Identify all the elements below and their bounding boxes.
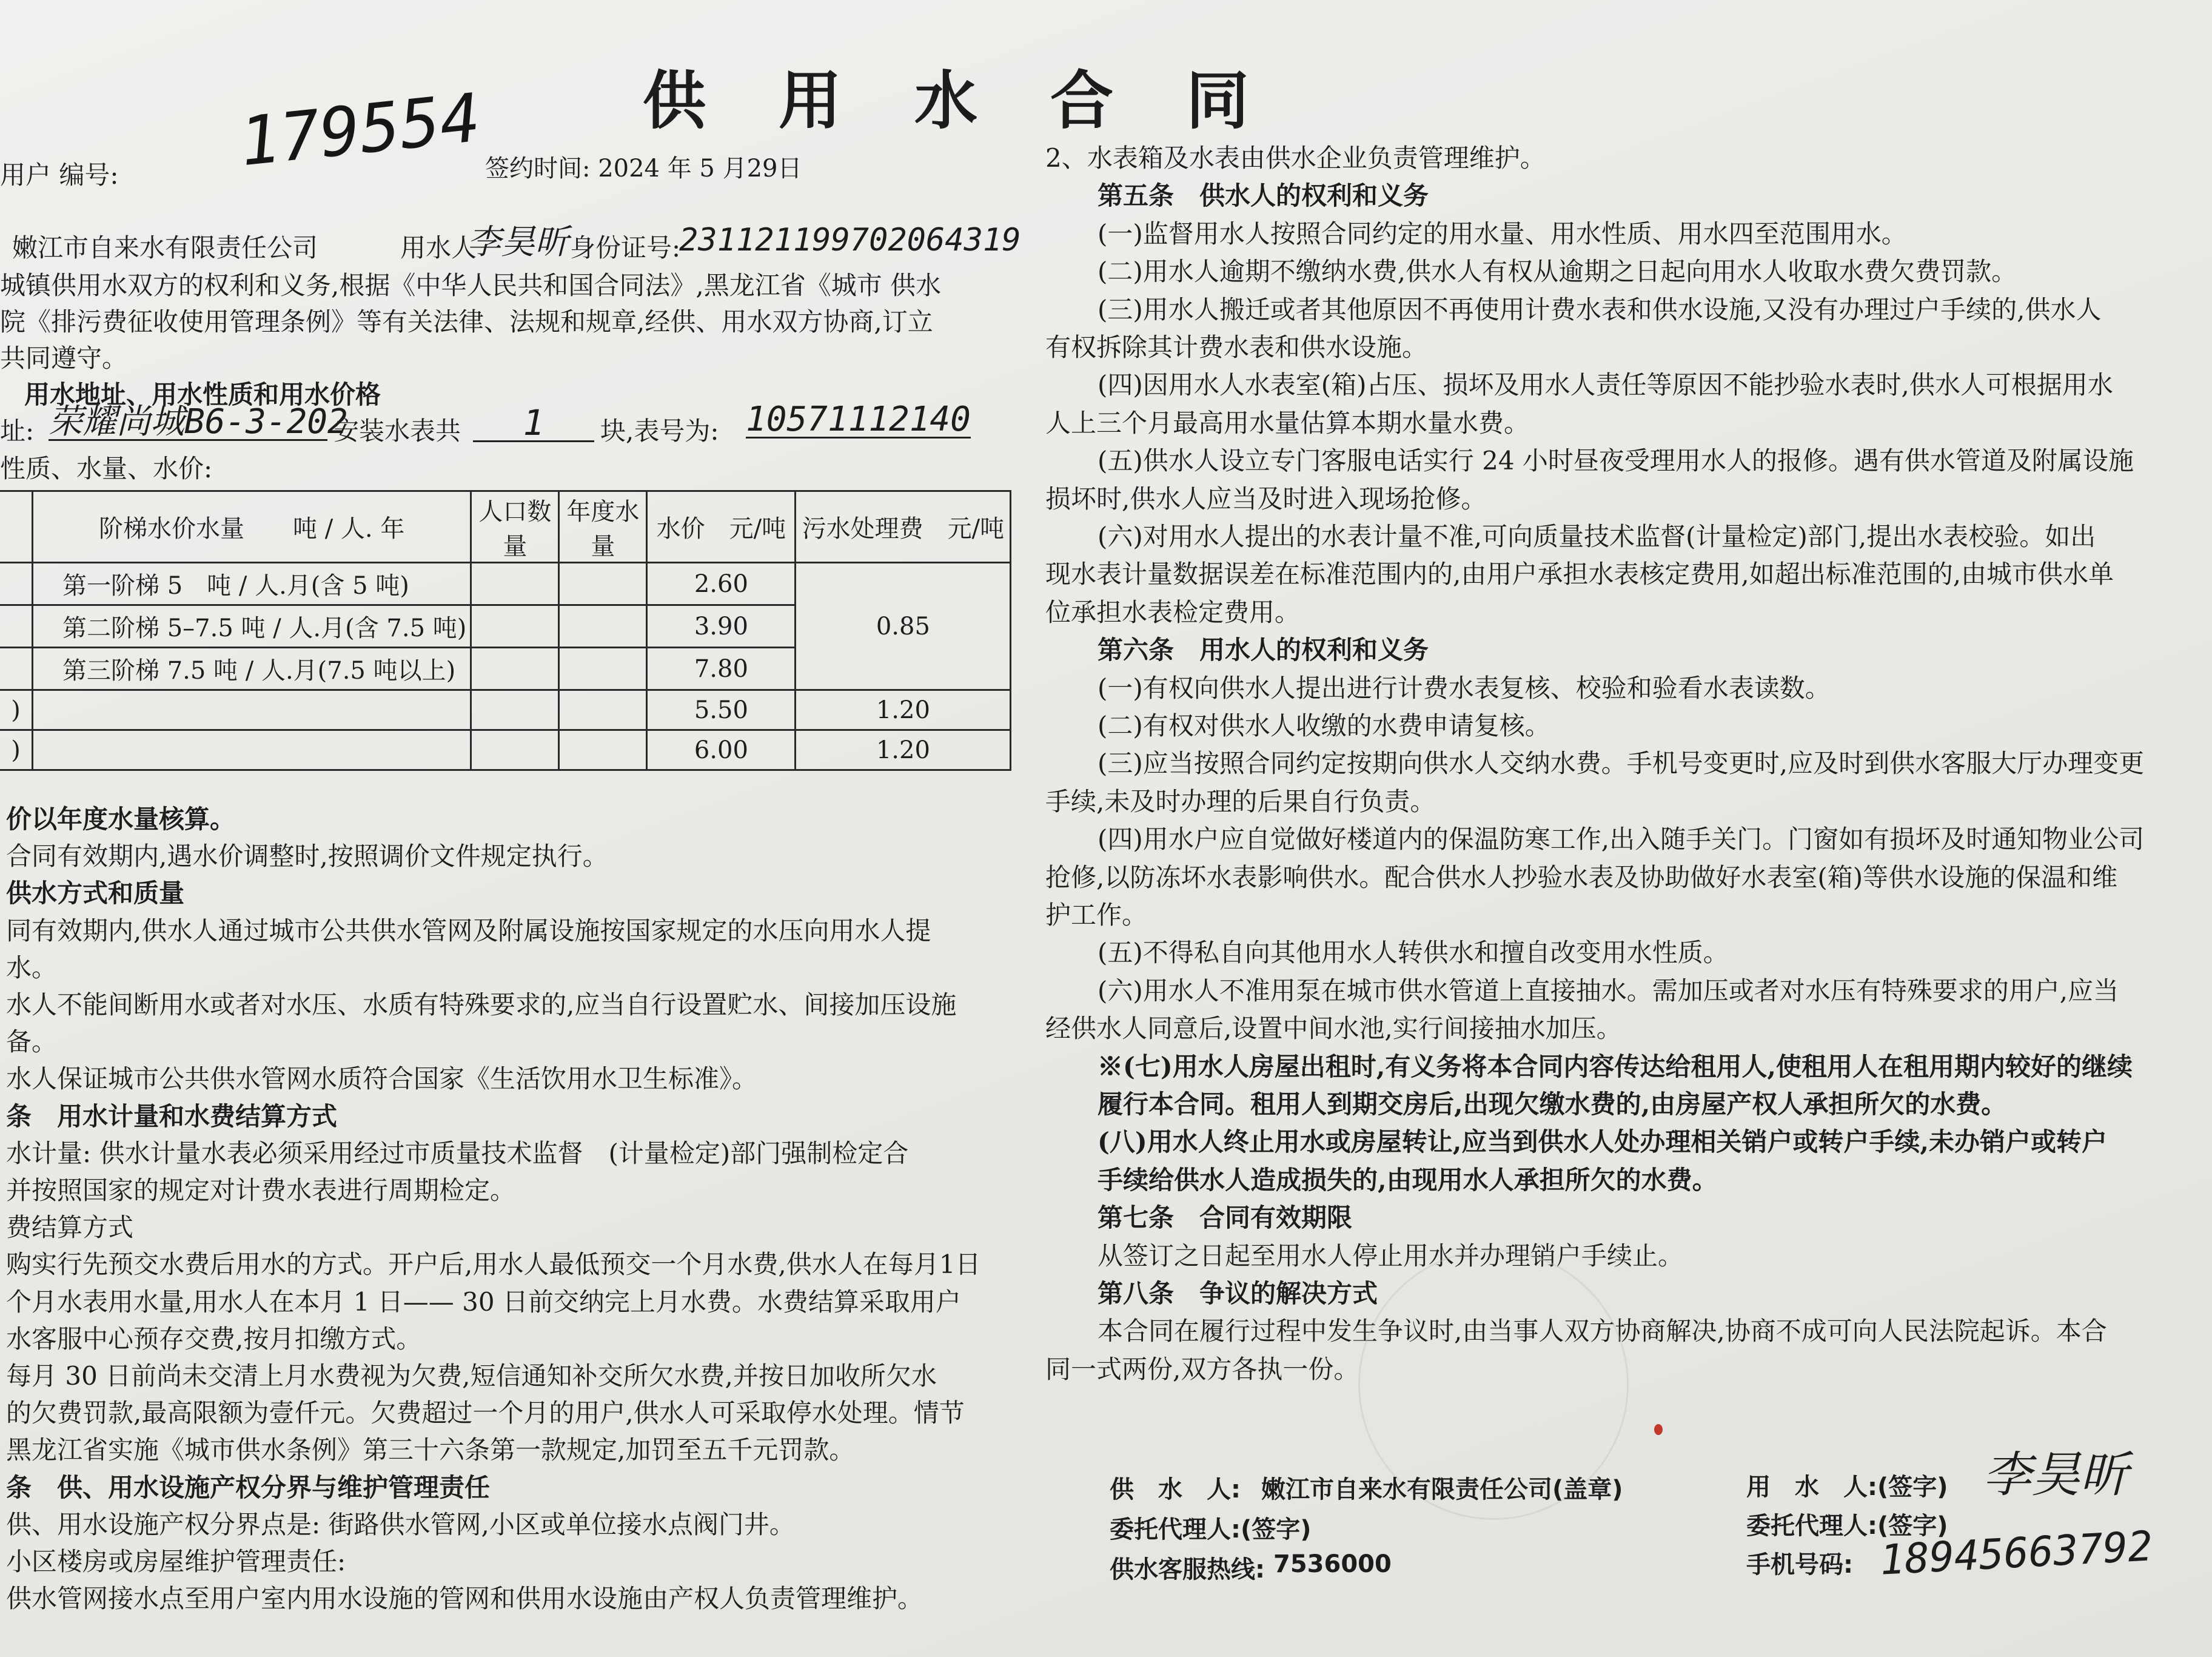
clause-text: 小区楼房或房屋维护管理责任: <box>6 1547 346 1576</box>
handwritten-serial: 179554 <box>236 78 484 181</box>
clause-text: 供、用水设施产权分界点是: 街路供水管网,小区或单位接水点阀门井。 <box>6 1509 795 1539</box>
clause-text: (五)供水人设立专门客服电话实行 24 小时昼夜受理用水人的报修。遇有供水管道及附属设施 <box>1098 446 2134 476</box>
sewage-fee: 1.20 <box>796 690 1011 730</box>
clause-text: 水人不能间断用水或者对水压、水质有特殊要求的,应当自行设置贮水、间接加压设施 <box>6 990 957 1020</box>
clause-text: 黑龙江省实施《城市供水条例》第三十六条第一款规定,加罚至五千元罚款。 <box>6 1435 855 1465</box>
clause-text: 水客服中心预存交费,按月扣缴方式。 <box>6 1323 422 1354</box>
clause-text: 现水表计量数据误差在标准范围内的,由用户承担水表核定费用,如超出标准范围的,由城市供水单 <box>1045 559 2114 590</box>
clause-text: (一)有权向供水人提出进行计费水表复核、校验和验看水表读数。 <box>1098 673 1831 703</box>
hotline-label: 供水客服热线: <box>1110 1556 1265 1584</box>
table-header-cell: 水价 元/吨 <box>647 491 796 563</box>
clause-text: 从签订之日起至用水人停止用水并办理销户手续止。 <box>1098 1240 1684 1271</box>
clause-heading: 条 用水计量和水费结算方式 <box>6 1101 338 1131</box>
clause-text: 水。 <box>6 952 58 983</box>
clause-heading: 供水方式和质量 <box>6 878 185 909</box>
clause-text: 每月 30 日前尚未交清上月水费视为欠费,短信通知补交所欠水费,并按日加收所欠水 <box>6 1361 937 1391</box>
clause-text: (四)用水户应自觉做好楼道内的保温防寒工作,出入随手关门。门窗如有损坏及时通知物业公司 <box>1098 824 2145 855</box>
tier-price: 3.90 <box>647 605 796 648</box>
meter-count-label: 安装水表共 <box>333 416 461 446</box>
clause-text: (四)因用水人水表室(箱)占压、损坏及用水人责任等原因不能抄验水表时,供水人可根据用水 <box>1098 370 2113 400</box>
meter-no-label: 块,表号为: <box>600 416 719 446</box>
price-table <box>0 490 1011 771</box>
clause-text: 手续,未及时办理的后果自行负责。 <box>1045 786 1436 816</box>
id-label: 身份证号: <box>570 233 681 263</box>
tier-label: 第一阶梯 5 吨 / 人.月(含 5 吨) <box>33 563 471 605</box>
clause-text: (三)应当按照合同约定按期向供水人交纳水费。手机号变更时,应及时到供水客服大厅办理变更 <box>1098 748 2145 779</box>
clause-text: 同有效期内,供水人通过城市公共供水管网及附属设施按国家规定的水压向用水人提 <box>6 915 931 946</box>
clause-heading: 第七条 合同有效期限 <box>1098 1203 1353 1233</box>
page-title: 供用水合同 <box>643 63 1322 138</box>
clause-heading: 第八条 争议的解决方式 <box>1098 1279 1378 1308</box>
meter-number: 10571112140 <box>746 400 971 439</box>
clause-heading: 价以年度水量核算。 <box>6 804 236 834</box>
sewage-fee: 1.20 <box>796 730 1011 770</box>
user-no-label: 用户 编号: <box>0 160 119 190</box>
sewage-fee: 0.85 <box>796 563 1011 690</box>
id-number: 231121199702064319 <box>679 222 1021 258</box>
clause-text: 2、水表箱及水表由供水企业负责管理维护。 <box>1045 143 1546 173</box>
table-row <box>0 690 1011 730</box>
clause-heading: (八)用水人终止用水或房屋转让,应当到供水人处办理相关销户或转户手续,未办销户或转户 <box>1098 1127 2107 1157</box>
table-row <box>0 563 1011 605</box>
sign-date: 签约时间: 2024 年 5 月29日 <box>485 155 802 183</box>
clause-text: (六)用水人不准用泵在城市供水管道上直接抽水。需加压或者对水压有特殊要求的用户,应当 <box>1098 975 2119 1006</box>
clause-text: 购实行先预交水费后用水的方式。开户后,用水人最低预交一个月水费,供水人在每月1日 <box>6 1249 981 1280</box>
hotline-number: 7536000 <box>1273 1550 1392 1578</box>
tier-price: 5.50 <box>647 690 796 730</box>
clause-text: 人上三个月最高用水量估算本期水量水费。 <box>1045 408 1530 438</box>
clause-text: 备。 <box>6 1027 58 1057</box>
supplier-stamp-name: 嫩江市自来水有限责任公司(盖章) <box>1261 1476 1623 1504</box>
user-signature-top: 李昊昕 <box>467 223 569 262</box>
user-label: 用水人 <box>400 233 477 263</box>
clause-text: 经供水人同意后,设置中间水池,实行间接抽水加压。 <box>1045 1013 1622 1044</box>
table-header-cell: 人口数量 <box>471 491 559 563</box>
table-header-cell: 年度水量 <box>559 491 647 563</box>
clause-text: 同一式两份,双方各执一份。 <box>1045 1354 1359 1384</box>
preamble-line-2: 院《排污费征收使用管理条例》等有关法律、法规和规章,经供、用水双方协商,订立 <box>0 307 933 337</box>
user-signature: 李昊昕 <box>1983 1447 2128 1503</box>
tier-label: 第三阶梯 7.5 吨 / 人.月(7.5 吨以上) <box>33 648 471 690</box>
row-mark: ) <box>0 730 33 770</box>
tier-price: 7.80 <box>647 648 796 690</box>
table-header-cell <box>0 491 33 563</box>
clause-text: 有权拆除其计费水表和供水设施。 <box>1045 332 1428 362</box>
red-ink-dot <box>1654 1424 1663 1435</box>
meter-count: 1 <box>473 405 594 442</box>
clause-text: 本合同在履行过程中发生争议时,由当事人双方协商解决,协商不成可向人民法院起诉。本合 <box>1098 1316 2107 1346</box>
clause-text: (六)对用水人提出的水表计量不准,可向质量技术监督(计量检定)部门,提出水表校验。如出 <box>1098 522 2096 551</box>
clause-text: (五)不得私自向其他用水人转供水和擅自改变用水性质。 <box>1098 938 1729 968</box>
clause-text: 护工作。 <box>1045 900 1148 930</box>
supplier-label: 供 水 人: <box>1110 1476 1241 1504</box>
table-header-cell: 阶梯水价水量 吨 / 人. 年 <box>33 491 471 563</box>
phone-number: 18945663792 <box>1879 1522 2154 1585</box>
clause-text: 合同有效期内,遇水价调整时,按照调价文件规定执行。 <box>6 841 608 872</box>
clause-heading: 第六条 用水人的权利和义务 <box>1098 635 1429 665</box>
address-value: 荣耀尚城B6-3-202 <box>49 402 348 442</box>
table-header-row <box>0 491 1011 563</box>
water-nature-label: 性质、水量、水价: <box>0 454 213 483</box>
phone-label: 手机号码: <box>1746 1551 1853 1579</box>
table-header-cell: 污水处理费 元/吨 <box>796 491 1011 563</box>
address-label: 址: <box>0 416 35 446</box>
user-sign-label: 用 水 人:(签字) <box>1746 1473 1948 1501</box>
supplier-name: 嫩江市自来水有限责任公司 <box>12 233 318 263</box>
tier-label: 第二阶梯 5–7.5 吨 / 人.月(含 7.5 吨) <box>33 605 471 648</box>
clause-text: 供水管网接水点至用户室内用水设施的管网和供用水设施由产权人负责管理维护。 <box>6 1584 923 1614</box>
clause-text: 水人保证城市公共供水管网水质符合国家《生活饮用水卫生标准》。 <box>6 1064 758 1094</box>
row-mark: ) <box>0 690 33 730</box>
preamble-line-1: 城镇供用水双方的权利和义务,根据《中华人民共和国合同法》,黑龙江省《城市 供水 <box>0 271 942 300</box>
clause-text: (三)用水人搬迁或者其他原因不再使用计费水表和供水设施,又没有办理过户手续的,供水人 <box>1098 294 2102 324</box>
clause-text: 的欠费罚款,最高限额为壹仟元。欠费超过一个月的用户,供水人可采取停水处理。情节 <box>6 1398 965 1428</box>
clause-text: 位承担水表检定费用。 <box>1045 597 1301 627</box>
clause-text: (一)监督用水人按照合同约定的用水量、用水性质、用水四至范围用水。 <box>1098 218 1907 249</box>
tier-price: 2.60 <box>647 563 796 605</box>
preamble-line-3: 共同遵守。 <box>0 343 128 373</box>
user-agent-label: 委托代理人:(签字) <box>1746 1512 1948 1540</box>
clause-heading: 条 供、用水设施产权分界与维护管理责任 <box>6 1472 491 1502</box>
clause-text: 抢修,以防冻坏水表影响供水。配合供水人抄验水表及协助做好水表室(箱)等供水设施的保温和维 <box>1045 862 2118 892</box>
clause-text: (二)有权对供水人收缴的水费申请复核。 <box>1098 711 1550 741</box>
clause-heading: 履行本合同。租用人到期交房后,出现欠缴水费的,由房屋产权人承担所欠的水费。 <box>1098 1089 2007 1119</box>
clause-text: 损坏时,供水人应当及时进入现场抢修。 <box>1045 483 1487 514</box>
tier-price: 6.00 <box>647 730 796 770</box>
clause-heading: ※(七)用水人房屋出租时,有义务将本合同内容传达给租用人,使租用人在租用期内较好的继续 <box>1098 1051 2133 1081</box>
clause-heading: 手续给供水人造成损失的,由现用水人承担所欠的水费。 <box>1098 1165 1718 1195</box>
clause-heading: 第五条 供水人的权利和义务 <box>1098 181 1429 211</box>
clause-text: (二)用水人逾期不缴纳水费,供水人有权从逾期之日起向用水人收取水费欠费罚款。 <box>1098 257 2017 287</box>
table-row <box>0 730 1011 770</box>
clause-text: 个月水表用水量,用水人在本月 1 日—— 30 日前交纳完上月水费。水费结算采取用户 <box>6 1286 961 1317</box>
clause-text: 费结算方式 <box>6 1212 134 1243</box>
clause-text: 并按照国家的规定对计费水表进行周期检定。 <box>6 1175 516 1205</box>
section-heading: 用水地址、用水性质和用水价格 <box>24 380 381 409</box>
supplier-agent-label: 委托代理人:(签字) <box>1110 1516 1312 1544</box>
clause-text: 水计量: 供水计量水表必须采用经过市质量技术监督 (计量检定)部门强制检定合 <box>6 1138 909 1168</box>
